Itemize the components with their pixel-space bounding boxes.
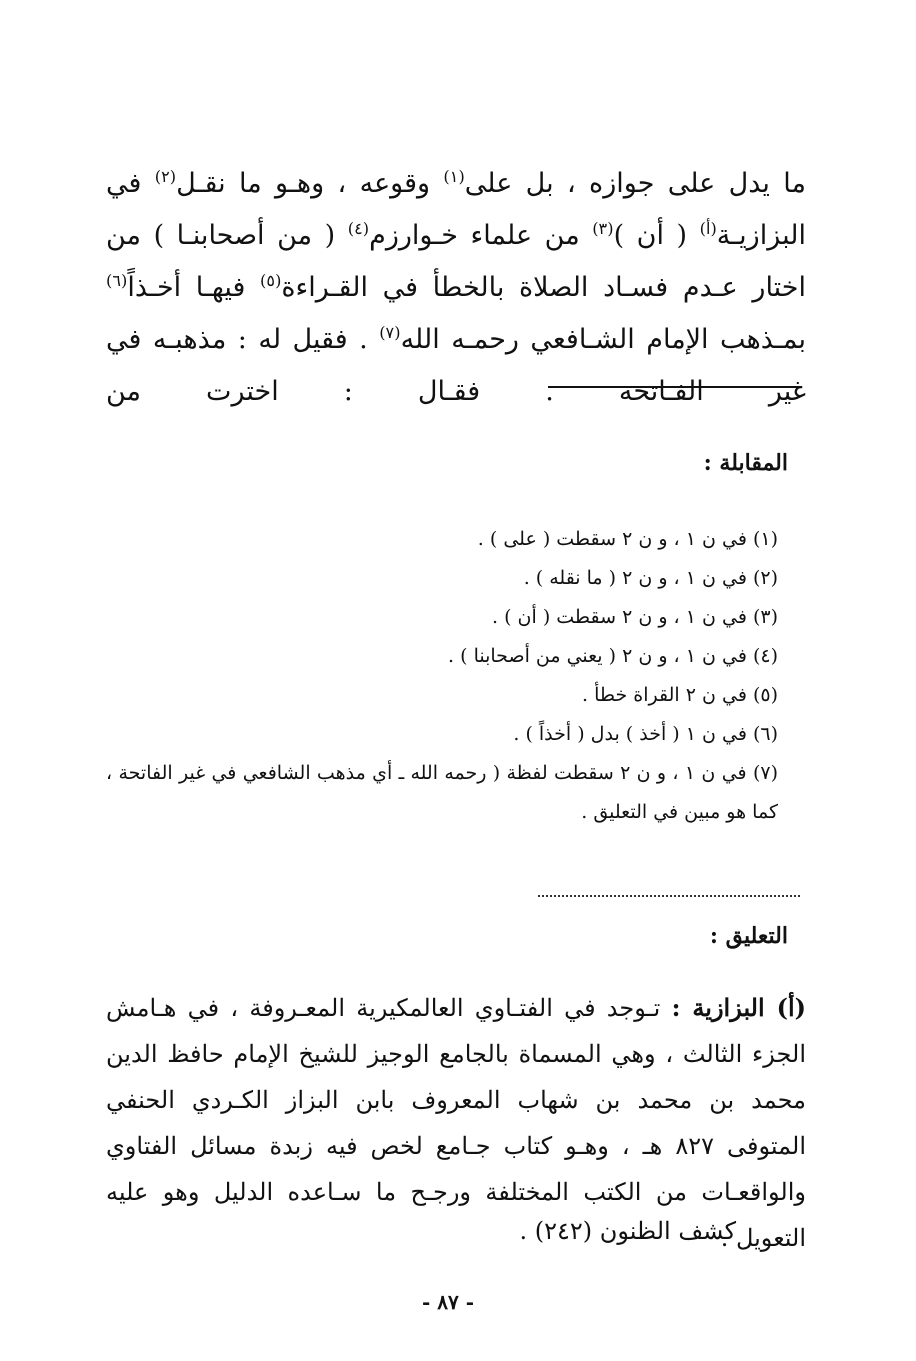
- main-text-segment: فيهـا أخـذاً: [127, 272, 261, 303]
- main-text-segment: ( أن ): [613, 220, 700, 251]
- footnote-marker-4: (٤): [347, 219, 370, 238]
- main-text-segment: . فقيل له : مذهبـه في غير الفـاتحة . فقـال : اخترت من: [106, 324, 806, 407]
- main-text-segment: في البزازيـة: [106, 168, 806, 251]
- comparison-list: [106, 520, 806, 832]
- page-number: - ٨٧ -: [421, 1290, 474, 1314]
- main-paragraph: [106, 158, 806, 418]
- commentary-source: كشف الظنون (٢٤٢) .: [519, 1217, 736, 1245]
- footnote-marker-5: (٥): [260, 271, 282, 290]
- footnote-marker-a: (أ): [699, 219, 717, 238]
- footnote-marker-7: (٧): [379, 323, 401, 342]
- commentary-term: (أ) البزازية :: [671, 993, 806, 1022]
- footnote-marker-1: (١): [443, 167, 465, 186]
- dotted-separator-line: [538, 895, 800, 897]
- main-text-segment: ( من أصحابنـا ) من اختار عـدم فسـاد الصلاة بالخطأ في القـراءة: [106, 220, 807, 303]
- comparison-item: (٧) في ن ١ ، و ن ٢ سقطت لفظة ( رحمه الله ـ أي مذهب الشافعي في غير الفاتحة ، كما هو مبين في التعليق .: [106, 762, 779, 823]
- main-text-segment: ما يدل على جوازه ، بل على: [464, 168, 806, 199]
- footnote-marker-6: (٦): [106, 271, 128, 290]
- comparison-item: (٣) في ن ١ ، و ن ٢ سقطت ( أن ) .: [492, 606, 778, 628]
- comparison-item: (٤) في ن ١ ، و ن ٢ ( يعني من أصحابنا ) .: [448, 645, 778, 667]
- comparison-item: (٦) في ن ١ ( أخذ ) بدل ( أخذاً ) .: [513, 723, 778, 745]
- footnote-marker-3: (٣): [592, 219, 614, 238]
- commentary-body: تـوجد في الفتـاوي العالمكيرية المعـروفة ، في هـامش الجزء الثالث ، وهي المسماة بالجامع الوجيز للشيخ الإمام حافظ الدين محمد بن محمد بن شهاب المعروف بابن البزاز الكـردي الحنفي المتوفى ٨٢٧ هـ ، وهـو كتاب جـامع لخص فيه زبدة مسائل الفتاوي والواقعـات من الكتب المختلفة ورجـح ما سـاعده الدليل وهو عليه التعويل .: [106, 994, 807, 1252]
- main-text-segment: من علماء خـوارزم: [369, 220, 593, 251]
- comparison-item: (٢) في ن ١ ، و ن ٢ ( ما نقله ) .: [523, 567, 778, 589]
- comparison-heading: المقابلة :: [703, 450, 788, 476]
- footnote-marker-2: (٢): [154, 167, 177, 186]
- footnote-separator-line: [548, 386, 802, 388]
- comparison-item: (٥) في ن ٢ القراة خطأ .: [582, 684, 778, 706]
- commentary-heading: التعليق :: [709, 923, 788, 949]
- comparison-item: (١) في ن ١ ، و ن ٢ سقطت ( على ) .: [477, 528, 778, 550]
- main-text-segment: بمـذهب الإمام الشـافعي رحمـه الله: [400, 324, 806, 355]
- main-text-segment: وقوعه ، وهـو ما نقـل: [176, 168, 444, 199]
